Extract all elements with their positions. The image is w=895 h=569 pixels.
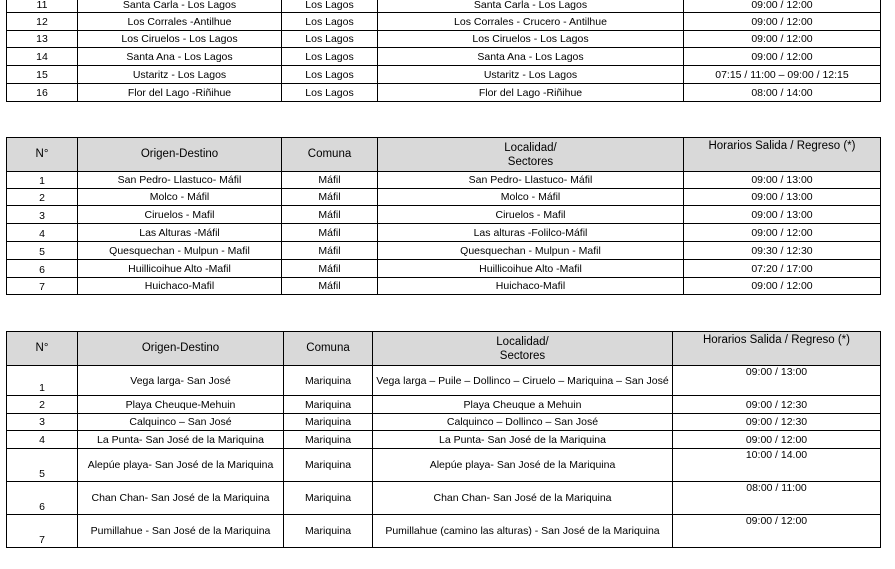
origin-destination-cell: Los Corrales -Antilhue bbox=[78, 13, 282, 31]
origin-destination-cell: Calquinco – San José bbox=[78, 414, 284, 431]
comuna-cell: Los Lagos bbox=[282, 0, 378, 13]
row-number: 16 bbox=[7, 84, 78, 102]
localidad-cell: Los Corrales - Crucero - Antilhue bbox=[378, 13, 684, 31]
schedule-cell: 09:00 / 12:30 bbox=[673, 414, 881, 431]
comuna-cell: Mariquina bbox=[284, 515, 373, 548]
comuna-cell: Los Lagos bbox=[282, 66, 378, 84]
row-number: 7 bbox=[7, 278, 78, 295]
row-number: 4 bbox=[7, 431, 78, 449]
schedule-cell: 09:00 / 12:30 bbox=[673, 396, 881, 414]
schedule-cell: 09:00 / 13:00 bbox=[684, 172, 881, 189]
table-row bbox=[7, 0, 881, 13]
comuna-cell: Máfil bbox=[282, 224, 378, 242]
table-row bbox=[7, 13, 881, 31]
localidad-cell: Santa Carla - Los Lagos bbox=[378, 0, 684, 13]
row-number: 5 bbox=[7, 242, 78, 260]
row-number: 13 bbox=[7, 31, 78, 48]
row-number: 2 bbox=[7, 396, 78, 414]
comuna-cell: Mariquina bbox=[284, 414, 373, 431]
schedule-cell: 09:00 / 12:00 bbox=[673, 515, 881, 548]
table-row bbox=[7, 482, 881, 515]
table-row bbox=[7, 189, 881, 206]
schedule-cell: 08:00 / 11:00 bbox=[673, 482, 881, 515]
localidad-cell: Quesquechan - Mulpun - Mafil bbox=[378, 242, 684, 260]
localidad-cell: Calquinco – Dollinco – San José bbox=[373, 414, 673, 431]
origin-destination-cell: Huichaco-Mafil bbox=[78, 278, 282, 295]
localidad-cell: Flor del Lago -Riñihue bbox=[378, 84, 684, 102]
table-row bbox=[7, 66, 881, 84]
comuna-cell: Máfil bbox=[282, 172, 378, 189]
comuna-cell: Mariquina bbox=[284, 449, 373, 482]
comuna-cell: Máfil bbox=[282, 189, 378, 206]
header-localidad: Localidad/ Sectores bbox=[378, 138, 684, 172]
localidad-cell: La Punta- San José de la Mariquina bbox=[373, 431, 673, 449]
schedule-cell: 08:00 / 14:00 bbox=[684, 84, 881, 102]
origin-destination-cell: Huillicoihue Alto -Mafil bbox=[78, 260, 282, 278]
row-number: 15 bbox=[7, 66, 78, 84]
schedule-table-mafil bbox=[6, 137, 881, 295]
comuna-cell: Mariquina bbox=[284, 431, 373, 449]
schedule-cell: 09:00 / 12:00 bbox=[684, 13, 881, 31]
origin-destination-cell: Santa Ana - Los Lagos bbox=[78, 48, 282, 66]
header-number: N° bbox=[7, 138, 78, 172]
origin-destination-cell: Las Alturas -Máfil bbox=[78, 224, 282, 242]
table-row bbox=[7, 414, 881, 431]
header-schedule: Horarios Salida / Regreso (*) bbox=[684, 138, 881, 172]
table-row bbox=[7, 242, 881, 260]
origin-destination-cell: Flor del Lago -Riñihue bbox=[78, 84, 282, 102]
row-number: 1 bbox=[7, 366, 78, 396]
header-comuna: Comuna bbox=[284, 332, 373, 366]
comuna-cell: Máfil bbox=[282, 278, 378, 295]
schedule-cell: 09:30 / 12:30 bbox=[684, 242, 881, 260]
localidad-cell: Molco - Máfil bbox=[378, 189, 684, 206]
schedule-table-los-lagos bbox=[6, 0, 881, 102]
schedule-cell: 09:00 / 12:00 bbox=[684, 31, 881, 48]
origin-destination-cell: Pumillahue - San José de la Mariquina bbox=[78, 515, 284, 548]
schedule-cell: 09:00 / 13:00 bbox=[673, 366, 881, 396]
comuna-cell: Mariquina bbox=[284, 482, 373, 515]
schedule-cell: 09:00 / 12:00 bbox=[684, 0, 881, 13]
header-schedule: Horarios Salida / Regreso (*) bbox=[673, 332, 881, 366]
header-origin-destination: Origen-Destino bbox=[78, 332, 284, 366]
table-row bbox=[7, 260, 881, 278]
origin-destination-cell: Ciruelos - Mafil bbox=[78, 206, 282, 224]
row-number: 6 bbox=[7, 260, 78, 278]
origin-destination-cell: Santa Carla - Los Lagos bbox=[78, 0, 282, 13]
schedule-cell: 09:00 / 12:00 bbox=[684, 48, 881, 66]
localidad-cell: Santa Ana - Los Lagos bbox=[378, 48, 684, 66]
schedule-table-mariquina bbox=[6, 331, 881, 548]
localidad-cell: Playa Cheuque a Mehuin bbox=[373, 396, 673, 414]
schedule-cell: 09:00 / 12:00 bbox=[684, 224, 881, 242]
origin-destination-cell: Molco - Máfil bbox=[78, 189, 282, 206]
comuna-cell: Los Lagos bbox=[282, 13, 378, 31]
origin-destination-cell: Los Ciruelos - Los Lagos bbox=[78, 31, 282, 48]
table-row bbox=[7, 366, 881, 396]
comuna-cell: Máfil bbox=[282, 242, 378, 260]
comuna-cell: Máfil bbox=[282, 206, 378, 224]
row-number: 1 bbox=[7, 172, 78, 189]
localidad-cell: Alepúe playa- San José de la Mariquina bbox=[373, 449, 673, 482]
row-number: 6 bbox=[7, 482, 78, 515]
table-row bbox=[7, 278, 881, 295]
header-number: N° bbox=[7, 332, 78, 366]
origin-destination-cell: Alepúe playa- San José de la Mariquina bbox=[78, 449, 284, 482]
row-number: 2 bbox=[7, 189, 78, 206]
origin-destination-cell: La Punta- San José de la Mariquina bbox=[78, 431, 284, 449]
table-row bbox=[7, 206, 881, 224]
comuna-cell: Mariquina bbox=[284, 396, 373, 414]
localidad-cell: Chan Chan- San José de la Mariquina bbox=[373, 482, 673, 515]
table-header-row bbox=[7, 332, 881, 366]
localidad-cell: Las alturas -Folilco-Máfil bbox=[378, 224, 684, 242]
origin-destination-cell: Chan Chan- San José de la Mariquina bbox=[78, 482, 284, 515]
schedule-cell: 09:00 / 13:00 bbox=[684, 206, 881, 224]
row-number: 3 bbox=[7, 206, 78, 224]
row-number: 11 bbox=[7, 0, 78, 13]
localidad-cell: Pumillahue (camino las alturas) - San José de la Mariquina bbox=[373, 515, 673, 548]
localidad-cell: Huichaco-Mafil bbox=[378, 278, 684, 295]
schedule-cell: 09:00 / 13:00 bbox=[684, 189, 881, 206]
origin-destination-cell: Ustaritz - Los Lagos bbox=[78, 66, 282, 84]
table-row bbox=[7, 31, 881, 48]
table-row bbox=[7, 172, 881, 189]
table-row bbox=[7, 396, 881, 414]
comuna-cell: Los Lagos bbox=[282, 31, 378, 48]
schedule-cell: 09:00 / 12:00 bbox=[673, 431, 881, 449]
table-row bbox=[7, 84, 881, 102]
table-row bbox=[7, 449, 881, 482]
table-row bbox=[7, 515, 881, 548]
table-row bbox=[7, 224, 881, 242]
origin-destination-cell: Playa Cheuque-Mehuin bbox=[78, 396, 284, 414]
schedule-cell: 07:20 / 17:00 bbox=[684, 260, 881, 278]
localidad-cell: Ustaritz - Los Lagos bbox=[378, 66, 684, 84]
localidad-cell: Vega larga – Puile – Dollinco – Ciruelo – Mariquina – San José bbox=[373, 366, 673, 396]
localidad-cell: Los Ciruelos - Los Lagos bbox=[378, 31, 684, 48]
schedule-cell: 07:15 / 11:00 – 09:00 / 12:15 bbox=[684, 66, 881, 84]
row-number: 7 bbox=[7, 515, 78, 548]
row-number: 12 bbox=[7, 13, 78, 31]
localidad-cell: San Pedro- Llastuco- Máfil bbox=[378, 172, 684, 189]
row-number: 4 bbox=[7, 224, 78, 242]
row-number: 14 bbox=[7, 48, 78, 66]
header-comuna: Comuna bbox=[282, 138, 378, 172]
row-number: 5 bbox=[7, 449, 78, 482]
comuna-cell: Mariquina bbox=[284, 366, 373, 396]
header-localidad: Localidad/ Sectores bbox=[373, 332, 673, 366]
localidad-cell: Huillicoihue Alto -Mafil bbox=[378, 260, 684, 278]
table-row bbox=[7, 431, 881, 449]
origin-destination-cell: Vega larga- San José bbox=[78, 366, 284, 396]
origin-destination-cell: Quesquechan - Mulpun - Mafil bbox=[78, 242, 282, 260]
comuna-cell: Los Lagos bbox=[282, 84, 378, 102]
header-origin-destination: Origen-Destino bbox=[78, 138, 282, 172]
row-number: 3 bbox=[7, 414, 78, 431]
comuna-cell: Los Lagos bbox=[282, 48, 378, 66]
schedule-cell: 09:00 / 12:00 bbox=[684, 278, 881, 295]
table-row bbox=[7, 48, 881, 66]
comuna-cell: Máfil bbox=[282, 260, 378, 278]
schedule-cell: 10:00 / 14.00 bbox=[673, 449, 881, 482]
origin-destination-cell: San Pedro- Llastuco- Máfil bbox=[78, 172, 282, 189]
localidad-cell: Ciruelos - Mafil bbox=[378, 206, 684, 224]
table-header-row bbox=[7, 138, 881, 172]
